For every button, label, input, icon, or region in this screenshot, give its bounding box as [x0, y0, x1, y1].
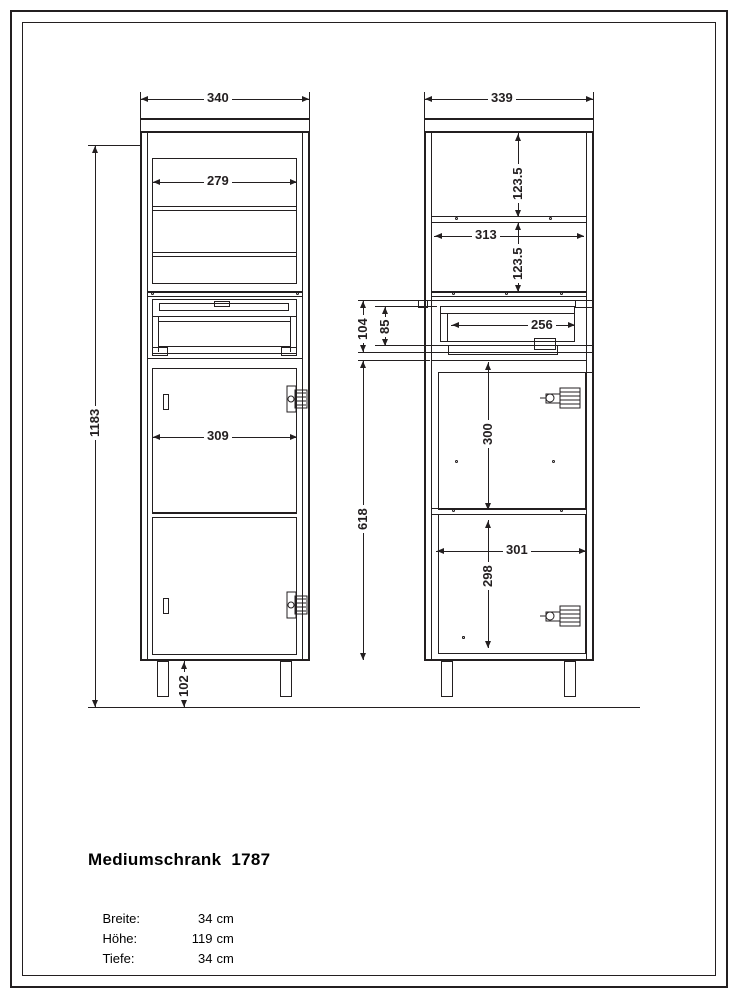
section-300-arrow-top	[485, 363, 491, 370]
spec-depth-key: Tiefe:	[102, 951, 135, 966]
spec-depth-value: 34	[197, 951, 213, 966]
front-catch-upper	[163, 394, 169, 410]
front-mid-divider-bottom	[147, 296, 302, 297]
spec-width-value: 34	[197, 911, 213, 926]
front-carcass-left-inner	[147, 131, 148, 659]
front-upper-shelf-2	[152, 252, 297, 253]
front-height-label: 1183	[88, 406, 101, 440]
section-256-label: 256	[528, 318, 556, 331]
front-top-plate-bottom	[140, 131, 310, 133]
front-height-ext-bottom	[88, 707, 640, 708]
section-1235-lower-arrow-top	[515, 223, 521, 230]
front-width-ext-right	[309, 92, 310, 122]
section-256-arrow-left	[452, 322, 459, 328]
front-279-arrow-left	[153, 179, 160, 185]
section-618-label: 618	[356, 505, 369, 533]
front-door-lower	[152, 517, 297, 655]
section-drawer-inner-top	[440, 313, 575, 314]
section-256-dim-line	[451, 325, 575, 326]
front-divider-dowel-right	[296, 292, 299, 295]
front-plinth-label: 102	[177, 672, 190, 700]
spec-width-unit: cm	[216, 911, 234, 926]
section-dowel-mid-right	[552, 460, 555, 463]
section-85-arrow-top	[382, 307, 388, 314]
section-shelf-dowel-right	[549, 217, 552, 220]
front-upper-shelf-2-edge	[152, 256, 297, 257]
section-298-label: 298	[481, 562, 494, 590]
front-drawer-inner-top	[152, 316, 297, 317]
section-dowel-mid-left	[455, 460, 458, 463]
section-hinge-upper-icon	[540, 382, 584, 416]
spec-height-unit: cm	[216, 931, 234, 946]
section-256-arrow-right	[568, 322, 575, 328]
front-drawer-runner-right	[281, 347, 297, 356]
front-drawer-inner-line	[158, 321, 290, 322]
front-hinge-lower-icon	[286, 586, 308, 624]
section-divider-dowel-mid	[505, 292, 508, 295]
section-104-label: 104	[356, 315, 369, 343]
section-width-ext-right	[593, 92, 594, 122]
section-313-label: 313	[472, 228, 500, 241]
section-618-arrow-top	[360, 361, 366, 368]
section-divider-dowel-left	[452, 292, 455, 295]
front-hinge-upper-icon	[286, 380, 308, 418]
front-top-plate-top	[140, 118, 310, 120]
section-1235-lower-arrow-bottom	[515, 285, 521, 292]
front-carcass-left	[140, 131, 142, 661]
section-foot-dowel	[462, 636, 465, 639]
section-shelf-upper-bottom	[431, 222, 586, 223]
section-1235-lower-label: 123.5	[511, 244, 524, 283]
section-618-ext-top	[358, 360, 430, 361]
front-plinth-arrow-bottom	[181, 700, 187, 707]
section-313-arrow-left	[435, 233, 442, 239]
front-width-arrow-right	[302, 96, 309, 102]
front-upper-shelf-1	[152, 206, 297, 207]
front-mid-divider-top	[147, 291, 302, 293]
front-height-arrow-top	[92, 146, 98, 153]
section-298-arrow-top	[485, 521, 491, 528]
section-1235-upper-label: 123.5	[511, 164, 524, 203]
section-middle-shelf-dowel-right	[560, 509, 563, 512]
section-85-label: 85	[378, 317, 391, 337]
section-104-ext-bottom	[358, 352, 420, 353]
front-divider-dowel-left	[151, 292, 154, 295]
sheet-border-inner	[22, 22, 716, 976]
front-width-label: 340	[204, 91, 232, 104]
section-divider-dowel-right	[560, 292, 563, 295]
front-279-label: 279	[204, 174, 232, 187]
spec-height-key: Höhe:	[102, 931, 138, 946]
section-618-arrow-bottom	[360, 653, 366, 660]
section-drawer-front-line	[447, 313, 448, 342]
section-carcass-left-inner	[431, 131, 432, 659]
front-catch-lower	[163, 598, 169, 614]
front-plinth-arrow-top	[181, 662, 187, 669]
section-drawer-under-rail	[431, 360, 586, 361]
section-1235-upper-arrow-bottom	[515, 210, 521, 217]
section-middle-shelf-dowel-left	[452, 509, 455, 512]
section-top-plate-bottom	[424, 131, 594, 133]
spec-depth-unit: cm	[216, 951, 234, 966]
spec-width-key: Breite:	[102, 911, 141, 926]
front-309-label: 309	[204, 429, 232, 442]
section-top-plate-top	[424, 118, 594, 120]
spec-depth	[88, 936, 234, 981]
front-drawer-under-rail	[147, 358, 302, 359]
section-hinge-lower-icon	[540, 600, 584, 634]
section-mid-divider-bottom	[431, 296, 586, 297]
section-298-arrow-bottom	[485, 641, 491, 648]
section-foot-left	[441, 661, 453, 697]
front-height-arrow-bottom	[92, 700, 98, 707]
front-middle-shelf	[152, 513, 297, 514]
section-313-arrow-right	[577, 233, 584, 239]
front-upper-shelf-1-edge	[152, 210, 297, 211]
section-301-arrow-right	[579, 548, 586, 554]
section-300-label: 300	[481, 420, 494, 448]
section-runner-bracket-right	[575, 300, 594, 308]
section-301-label: 301	[503, 543, 531, 556]
section-301-arrow-left	[437, 548, 444, 554]
front-drawer-runner-left	[152, 347, 168, 356]
section-300-arrow-bottom	[485, 503, 491, 510]
product-title: Mediumschrank 1787	[88, 850, 271, 869]
front-foot-left	[157, 661, 169, 697]
section-foot-right	[564, 661, 576, 697]
section-313-dim-line	[434, 236, 584, 237]
section-1235-upper-arrow-top	[515, 134, 521, 141]
section-104-arrow-top	[360, 301, 366, 308]
section-85-arrow-bottom	[382, 339, 388, 346]
section-104-arrow-bottom	[360, 345, 366, 352]
front-drawer-bottom-line	[158, 346, 290, 347]
section-drawer-slide-block	[534, 338, 556, 350]
section-104-ext-top	[358, 300, 420, 301]
front-drawer-pull	[214, 301, 230, 307]
front-foot-right	[280, 661, 292, 697]
front-carcass-right	[308, 131, 310, 661]
front-309-arrow-right	[290, 434, 297, 440]
section-shelf-dowel-left	[455, 217, 458, 220]
section-carcass-right-inner	[586, 131, 587, 659]
section-width-arrow-right	[586, 96, 593, 102]
section-runner-top	[418, 300, 594, 301]
section-carcass-right	[592, 131, 594, 661]
spec-height-value: 119	[191, 931, 213, 946]
front-309-arrow-left	[153, 434, 160, 440]
front-279-arrow-right	[290, 179, 297, 185]
section-width-label: 339	[488, 91, 516, 104]
section-width-arrow-left	[425, 96, 432, 102]
section-carcass-left	[424, 131, 426, 661]
front-width-arrow-left	[141, 96, 148, 102]
